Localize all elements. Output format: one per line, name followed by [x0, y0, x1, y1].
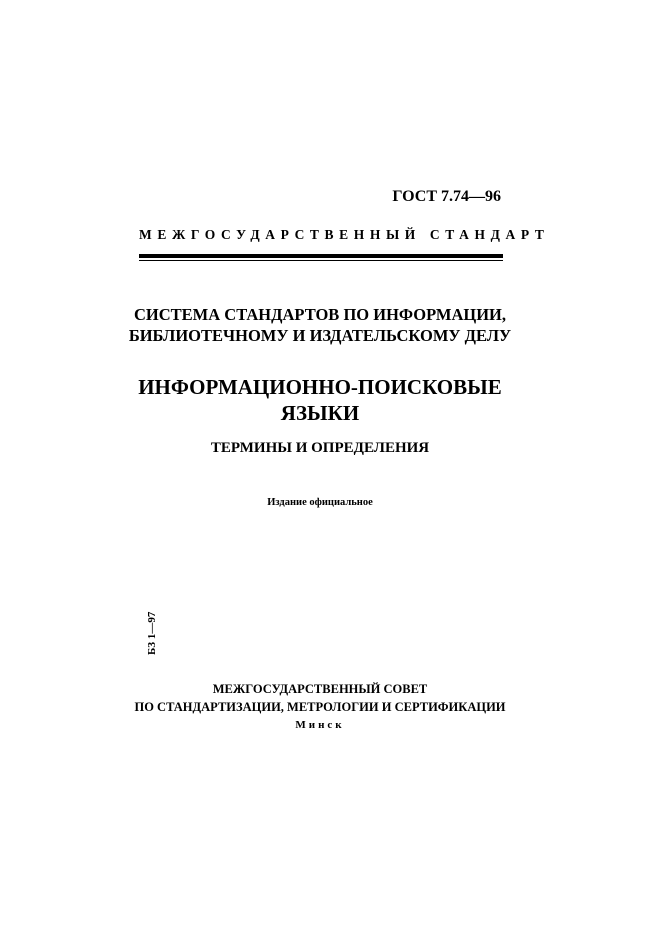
publisher-city: Минск	[295, 719, 345, 731]
system-title-line-2: БИБЛИОТЕЧНОМУ И ИЗДАТЕЛЬСКОМУ ДЕЛУ	[128, 326, 512, 345]
publisher-block	[100, 680, 540, 734]
document-title	[100, 374, 540, 426]
council-line-2: ПО СТАНДАРТИЗАЦИИ, МЕТРОЛОГИИ И СЕРТИФИКАЦИИ	[134, 700, 506, 714]
system-title-line-1: СИСТЕМА СТАНДАРТОВ ПО ИНФОРМАЦИИ,	[134, 305, 506, 324]
side-code: БЗ 1—97	[146, 611, 158, 655]
standard-type-heading: МЕЖГОСУДАРСТВЕННЫЙ СТАНДАРТ	[139, 227, 550, 242]
system-title	[100, 304, 540, 346]
thick-divider	[139, 254, 503, 258]
council-line-1: МЕЖГОСУДАРСТВЕННЫЙ СОВЕТ	[212, 682, 428, 696]
gost-number: ГОСТ 7.74—96	[392, 188, 501, 205]
thin-divider	[139, 260, 503, 261]
edition-label: Издание официальное	[267, 497, 373, 508]
document-subtitle: ТЕРМИНЫ И ОПРЕДЕЛЕНИЯ	[210, 440, 430, 456]
document-title-line-1: ИНФОРМАЦИОННО-ПОИСКОВЫЕ	[138, 375, 502, 399]
document-title-line-2: ЯЗЫКИ	[280, 401, 360, 425]
